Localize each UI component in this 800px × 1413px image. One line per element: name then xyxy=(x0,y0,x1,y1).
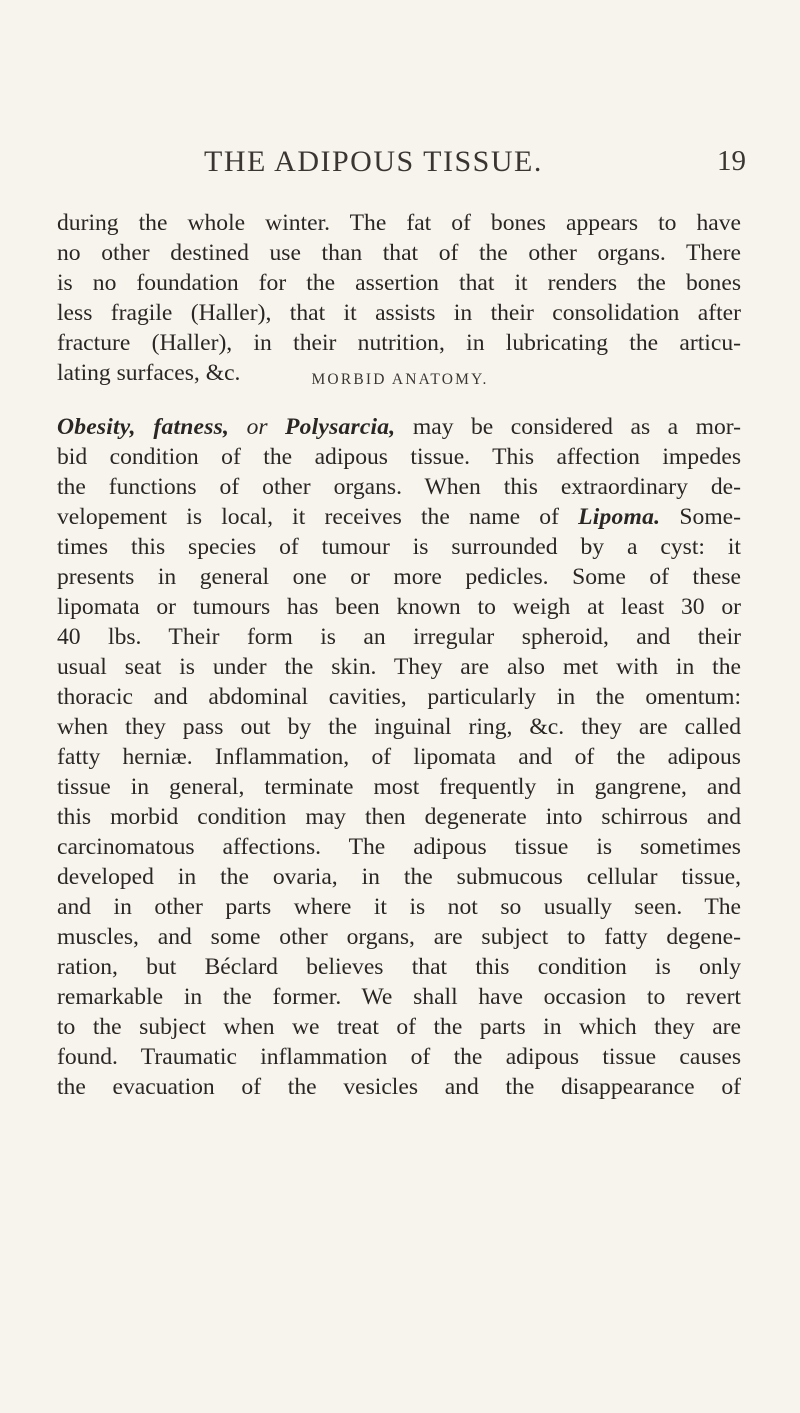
text-line: lipomata or tumours has been known to weigh at least 30 or xyxy=(57,594,741,620)
text-line xyxy=(57,502,741,532)
text-line: the functions of other organs. When this extraordinary de- xyxy=(57,474,741,500)
text-line: ration, but Béclard believes that this condition is only xyxy=(57,954,741,980)
text-line xyxy=(57,412,741,442)
text-span: velopement is local, it receives the name of xyxy=(57,504,579,530)
text-span: may be considered as a mor- xyxy=(395,414,741,440)
term-polysarcia: Polysarcia, xyxy=(285,414,396,440)
text-line: thoracic and abdominal cavities, particularly in the omentum: xyxy=(57,684,741,710)
text-line: remarkable in the former. We shall have occasion to revert xyxy=(57,984,741,1010)
text-line: carcinomatous affections. The adipous tissue is sometimes xyxy=(57,834,741,860)
text-line: less fragile (Haller), that it assists in their consolidation after xyxy=(57,300,741,326)
text-line: this morbid condition may then degenerate into schirrous and xyxy=(57,804,741,830)
text-line: and in other parts where it is not so usually seen. The xyxy=(57,894,741,920)
text-line: lating surfaces, &c. xyxy=(57,360,241,386)
text-line: bid condition of the adipous tissue. This affection impedes xyxy=(57,444,741,470)
term-lipoma: Lipoma. xyxy=(578,504,661,530)
text-line: times this species of tumour is surrounded by a cyst: it xyxy=(57,534,741,560)
text-line: to the subject when we treat of the parts in which they are xyxy=(57,1014,741,1040)
text-line: when they pass out by the inguinal ring, &c. they are called xyxy=(57,714,741,740)
conjunction: or xyxy=(229,414,286,440)
text-line: is no foundation for the assertion that it renders the bones xyxy=(57,270,741,296)
text-line: muscles, and some other organs, are subject to fatty degene- xyxy=(57,924,741,950)
text-line: fracture (Haller), in their nutrition, in lubricating the articu- xyxy=(57,330,741,356)
section-heading: MORBID ANATOMY. xyxy=(311,371,489,388)
text-line: fatty herniæ. Inflammation, of lipomata and of the adipous xyxy=(57,744,741,770)
text-line: no other destined use than that of the other organs. There xyxy=(57,240,741,266)
text-span: Some- xyxy=(660,504,741,530)
text-line: found. Traumatic inflammation of the adipous tissue causes xyxy=(57,1044,741,1070)
term-obesity: Obesity, fatness, xyxy=(57,414,230,440)
running-head xyxy=(0,145,800,185)
text-line: the evacuation of the vesicles and the disappearance of xyxy=(57,1074,741,1100)
text-line: 40 lbs. Their form is an irregular spheroid, and their xyxy=(57,624,741,650)
text-line: during the whole winter. The fat of bones appears to have xyxy=(57,210,741,236)
text-line: presents in general one or more pedicles. Some of these xyxy=(57,564,741,590)
text-line: developed in the ovaria, in the submucous cellular tissue, xyxy=(57,864,741,890)
page-number: 19 xyxy=(717,145,746,177)
text-line: tissue in general, terminate most frequently in gangrene, and xyxy=(57,774,741,800)
running-title: THE ADIPOUS TISSUE. xyxy=(204,145,543,178)
text-line: usual seat is under the skin. They are also met with in the xyxy=(57,654,741,680)
